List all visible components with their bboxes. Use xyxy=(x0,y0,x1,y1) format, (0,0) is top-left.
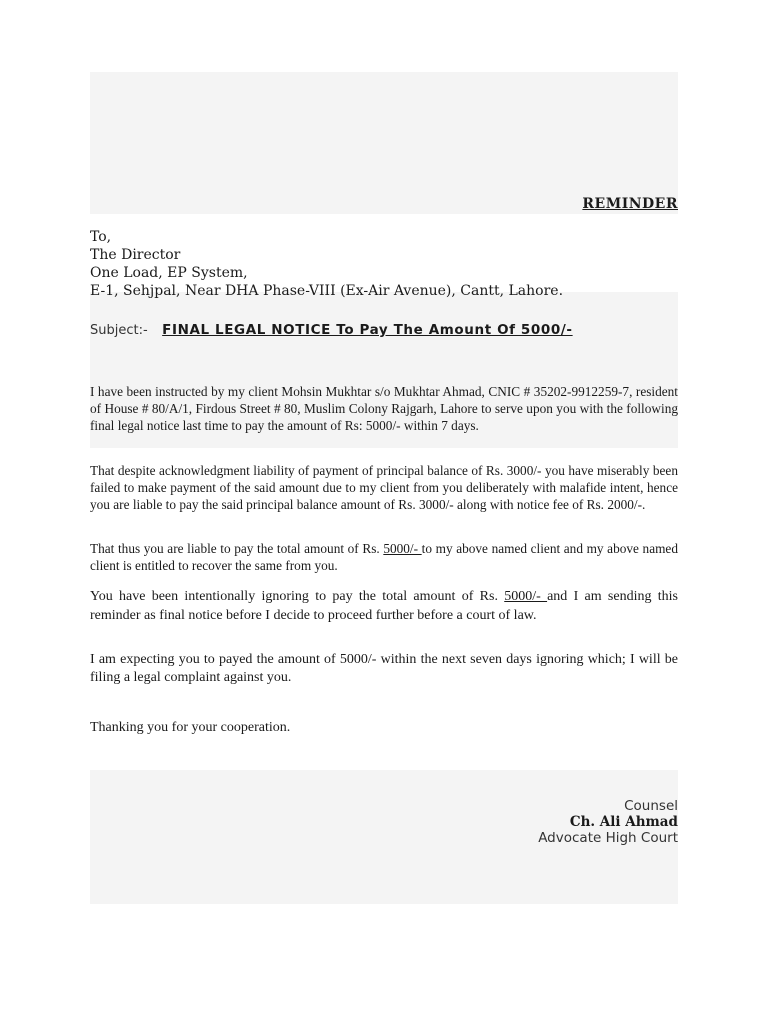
signature-role: Counsel xyxy=(624,798,678,814)
p3-text-before: That thus you are liable to pay the total amount of Rs. xyxy=(90,541,384,556)
paragraph-expectation: I am expecting you to payed the amount of 5000/- within the next seven days ignoring which; I will be filing a legal complaint against you. xyxy=(90,652,678,685)
address-to: To, xyxy=(90,229,112,245)
address-line-1: The Director xyxy=(90,247,181,263)
signature-title: Advocate High Court xyxy=(538,830,678,846)
subject-title: FINAL LEGAL NOTICE To Pay The Amount Of 5000/- xyxy=(162,322,573,338)
paragraph-liability: That despite acknowledgment liability of payment of principal balance of Rs. 3000/- you have miserably been failed to make payment of the said amount due to my client from you deliberately with malafide intent, hence you are liable to pay the said principal balance amount of Rs. 3000/- along with notice fee of Rs. 2000/-. xyxy=(90,463,678,512)
document-heading: REMINDER xyxy=(582,196,678,212)
p4-amount: 5000/- xyxy=(504,589,548,604)
paragraph-total-amount xyxy=(90,540,678,574)
paragraph-final-notice xyxy=(90,587,678,625)
p4-text-before: You have been intentionally ignoring to pay the total amount of Rs. xyxy=(90,589,505,604)
address-line-2: One Load, EP System, xyxy=(90,265,248,281)
subject-label: Subject:- xyxy=(90,323,148,338)
signature-name: Ch. Ali Ahmad xyxy=(569,814,678,830)
subject-line xyxy=(90,322,678,338)
signature-block xyxy=(90,798,678,846)
paragraph-instruction: I have been instructed by my client Mohsin Mukhtar s/o Mukhtar Ahmad, CNIC # 35202-9912259-7, resident of House # 80/A/1, Firdous Street # 80, Muslim Colony Rajgarh, Lahore to serve upon you with the following final legal notice last time to pay the amount of Rs: 5000/- within 7 days. xyxy=(90,384,678,433)
p3-text-after: to my above named client and my above named client is entitled to recover the same from you. xyxy=(90,541,678,573)
p3-amount: 5000/- xyxy=(383,541,422,556)
header-band xyxy=(90,72,678,214)
closing-line: Thanking you for your cooperation. xyxy=(90,720,291,735)
p4-text-after: and I am sending this reminder as final notice before I decide to proceed further before a court of law. xyxy=(90,589,678,623)
address-line-3: E-1, Sehjpal, Near DHA Phase-VIII (Ex-Air Avenue), Cantt, Lahore. xyxy=(90,283,564,299)
recipient-address xyxy=(90,228,678,300)
